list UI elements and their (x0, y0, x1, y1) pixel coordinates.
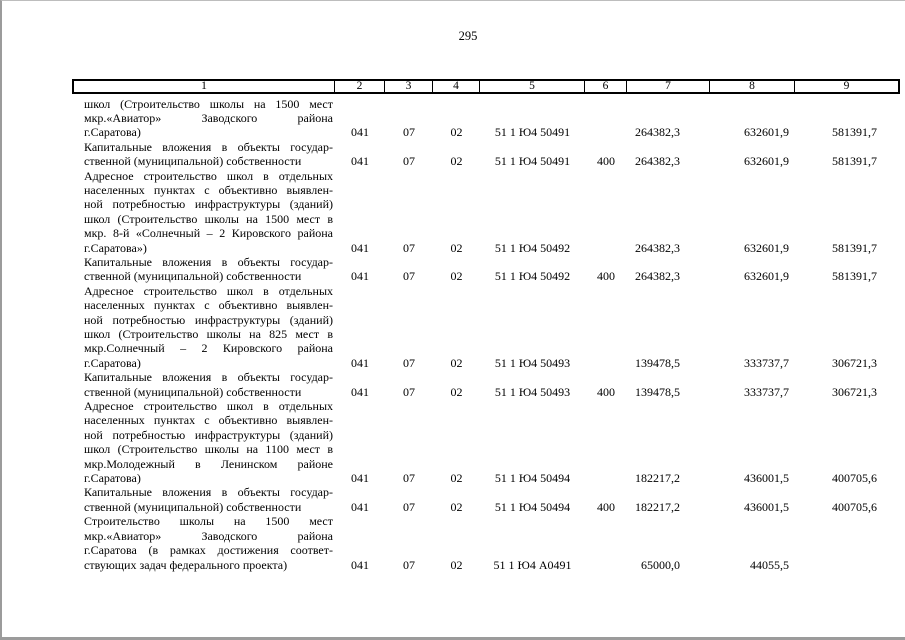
cell-col5: 51 1 Ю4 А0491 (493, 557, 572, 572)
description-line: ной потребностью инфраструктуры (зданий) (84, 427, 333, 442)
row-description (72, 140, 335, 169)
cell-col9: 581391,7 (832, 240, 877, 255)
cell-col5: 51 1 Ю4 50493 (494, 384, 571, 399)
cell-col7: 264382,3 (635, 269, 680, 284)
cell-col4: 02 (450, 154, 463, 169)
description-line: Капитальные вложения в объекты государ- (84, 139, 333, 154)
cell-col3: 07 (403, 557, 415, 572)
description-line: школ (Строительство школы на 1500 мест в (84, 211, 333, 226)
table-row (72, 284, 900, 370)
description-line: Капитальные вложения в объекты государ- (84, 485, 333, 500)
cell-col6: 400 (597, 499, 615, 514)
description-line: школ (Строительство школы на 1500 мест (84, 96, 333, 111)
cell-col4: 02 (450, 557, 463, 572)
description-line: г.Саратова) (84, 471, 141, 486)
cell-col5: 51 1 Ю4 50494 (494, 499, 571, 514)
cell-col7: 182217,2 (635, 471, 680, 486)
row-description (72, 97, 335, 140)
cell-col9: 581391,7 (832, 125, 877, 140)
cell-col8: 632601,9 (744, 240, 789, 255)
cell-col8: 632601,9 (744, 269, 789, 284)
description-line: г.Саратова (в рамках достижения соответ- (84, 543, 333, 558)
cell-col2: 041 (351, 240, 369, 255)
cell-col2: 041 (351, 355, 369, 370)
row-description (72, 370, 335, 399)
description-line: ной потребностью инфраструктуры (зданий) (84, 312, 333, 327)
cell-col7: 65000,0 (641, 557, 680, 572)
description-line: ственной (муниципальной) собственности (84, 499, 302, 514)
cell-col4: 02 (450, 125, 463, 140)
cell-col2: 041 (351, 125, 369, 140)
cell-col3: 07 (403, 384, 415, 399)
cell-col5: 51 1 Ю4 50493 (494, 355, 571, 370)
description-line: населенных пунктах с объективно выявлен- (84, 413, 333, 428)
description-line: Адресное строительство школ в отдельных (84, 399, 333, 414)
budget-table (72, 79, 900, 572)
description-line: Адресное строительство школ в отдельных (84, 283, 333, 298)
header-cell-7: 7 (627, 81, 710, 92)
cell-col2: 041 (351, 499, 369, 514)
header-cell-3: 3 (385, 81, 433, 92)
description-line: Адресное строительство школ в отдельных (84, 168, 333, 183)
cell-col8: 333737,7 (744, 384, 789, 399)
cell-col6: 400 (597, 269, 615, 284)
page-number: 295 (458, 29, 478, 43)
description-line: мкр.Молодежный в Ленинском районе (84, 456, 333, 471)
cell-col7: 264382,3 (635, 154, 680, 169)
cell-col8: 44055,5 (750, 557, 789, 572)
cell-col4: 02 (450, 240, 463, 255)
description-line: мкр.Солнечный – 2 Кировского района (84, 341, 333, 356)
description-line: ственной (муниципальной) собственности (84, 154, 302, 169)
description-line: Капитальные вложения в объекты государ- (84, 254, 333, 269)
table-row (72, 140, 900, 169)
table-body (72, 97, 900, 572)
table-row (72, 370, 900, 399)
cell-col8: 632601,9 (744, 125, 789, 140)
description-line: г.Саратова) (84, 125, 141, 140)
cell-col7: 182217,2 (635, 499, 680, 514)
cell-col3: 07 (403, 471, 415, 486)
description-line: мкр. 8-й «Солнечный – 2 Кировского района (84, 226, 333, 241)
description-line: Капитальные вложения в объекты государ- (84, 370, 333, 385)
cell-col2: 041 (351, 471, 369, 486)
description-line: школ (Строительство школы на 1100 мест в (84, 442, 333, 457)
row-description (72, 169, 335, 255)
cell-col5: 51 1 Ю4 50492 (494, 269, 571, 284)
cell-col4: 02 (450, 384, 463, 399)
cell-col4: 02 (450, 471, 463, 486)
cell-col7: 139478,5 (635, 384, 680, 399)
cell-col2: 041 (351, 384, 369, 399)
cell-col4: 02 (450, 269, 463, 284)
description-line: ствующих задач федерального проекта) (84, 557, 288, 572)
header-cell-9: 9 (843, 80, 850, 92)
row-description (72, 485, 335, 514)
description-line: Строительство школы на 1500 мест (84, 514, 333, 529)
cell-col9: 306721,3 (832, 355, 877, 370)
cell-col9: 400705,6 (832, 499, 877, 514)
header-cell-8: 8 (710, 81, 795, 92)
cell-col9: 400705,6 (832, 471, 877, 486)
table-row (72, 485, 900, 514)
header-cell-2: 2 (335, 81, 385, 92)
cell-col8: 632601,9 (744, 154, 789, 169)
cell-col5: 51 1 Ю4 50491 (494, 154, 571, 169)
cell-col3: 07 (403, 269, 415, 284)
table-row (72, 399, 900, 485)
description-line: населенных пунктах с объективно выявлен- (84, 182, 333, 197)
table-row (72, 255, 900, 284)
description-line: мкр.«Авиатор» Заводского района (84, 110, 333, 125)
row-description (72, 284, 335, 370)
table-row (72, 514, 900, 572)
row-description (72, 399, 335, 485)
cell-col3: 07 (403, 154, 415, 169)
cell-col5: 51 1 Ю4 50491 (494, 125, 571, 140)
table-header-row (72, 79, 900, 94)
cell-col9: 306721,3 (832, 384, 877, 399)
cell-col4: 02 (450, 355, 463, 370)
cell-col3: 07 (403, 125, 415, 140)
row-description (72, 255, 335, 284)
header-cell-4: 4 (433, 81, 480, 92)
description-line: населенных пунктах с объективно выявлен- (84, 298, 333, 313)
header-cell-1: 1 (74, 81, 335, 92)
cell-col3: 07 (403, 240, 415, 255)
description-line: г.Саратова) (84, 355, 141, 370)
cell-col9: 581391,7 (832, 154, 877, 169)
cell-col5: 51 1 Ю4 50494 (494, 471, 571, 486)
cell-col2: 041 (351, 154, 369, 169)
row-description (72, 514, 335, 572)
description-line: школ (Строительство школы на 825 мест в (84, 327, 333, 341)
header-cell-6: 6 (585, 81, 627, 92)
cell-col2: 041 (351, 269, 369, 284)
cell-col4: 02 (450, 499, 463, 514)
cell-col2: 041 (351, 557, 369, 572)
description-line: мкр.«Авиатор» Заводского района (84, 528, 333, 543)
cell-col7: 264382,3 (635, 240, 680, 255)
cell-col6: 400 (597, 154, 615, 169)
cell-col8: 333737,7 (744, 355, 789, 370)
cell-col7: 264382,3 (635, 125, 680, 140)
description-line: г.Саратова») (84, 240, 147, 255)
cell-col5: 51 1 Ю4 50492 (494, 240, 571, 255)
cell-col3: 07 (403, 355, 415, 370)
table-row (72, 169, 900, 255)
cell-col3: 07 (403, 499, 415, 514)
description-line: ной потребностью инфраструктуры (зданий) (84, 197, 333, 212)
cell-col9: 581391,7 (832, 269, 877, 284)
cell-col8: 436001,5 (744, 499, 789, 514)
cell-col8: 436001,5 (744, 471, 789, 486)
description-line: ственной (муниципальной) собственности (84, 384, 302, 399)
header-cell-5: 5 (480, 81, 585, 92)
cell-col6: 400 (597, 384, 615, 399)
table-row (72, 97, 900, 140)
cell-col7: 139478,5 (635, 355, 680, 370)
description-line: ственной (муниципальной) собственности (84, 269, 302, 284)
